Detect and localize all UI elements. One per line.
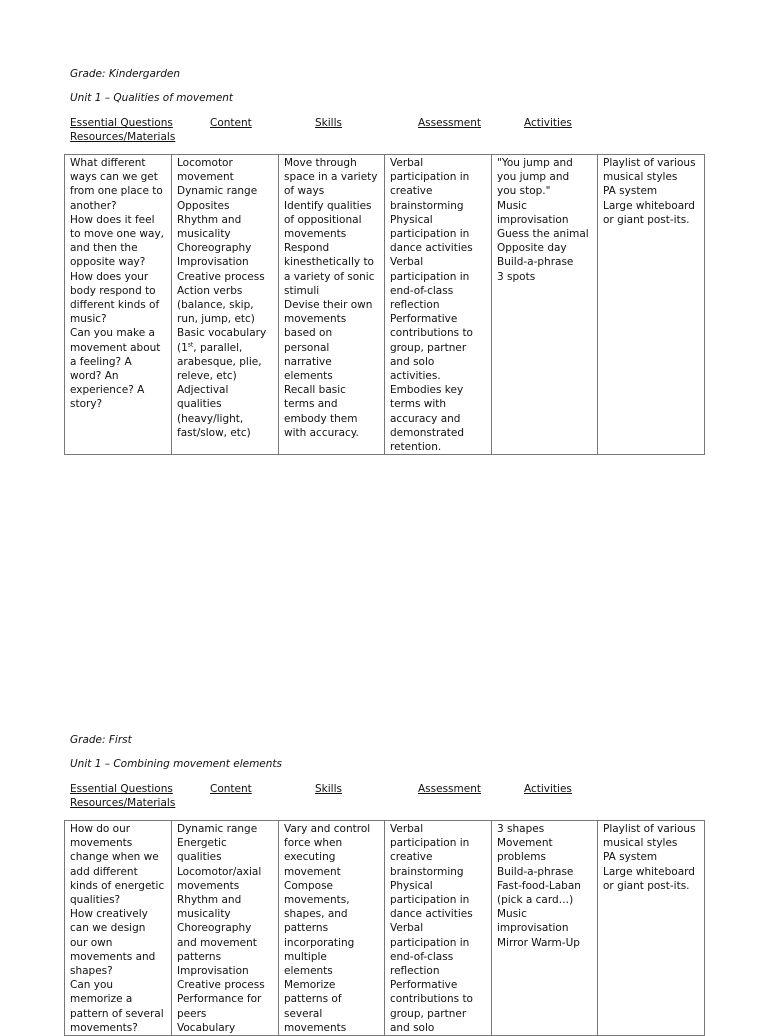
cell-line: contributions to (390, 993, 473, 1006)
cell-line: can we design (70, 922, 146, 935)
cell-line: movements (177, 879, 240, 892)
cell-line: Memorize (284, 979, 336, 992)
cell-line: and then the (70, 242, 138, 255)
cell-line: Large whiteboard (603, 199, 695, 212)
cell-line: Move through (284, 157, 357, 169)
cell-line: elements (284, 965, 333, 978)
cell-line: Playlist of various (603, 157, 696, 169)
unit-heading: Unit 1 – Qualities of movement (70, 92, 234, 104)
cell-line: Performative (390, 313, 458, 326)
cell-line: and solo (390, 1021, 435, 1034)
header-activities: Activities (524, 117, 572, 129)
cell-line: change when we (70, 851, 159, 864)
cell-line: and movement (177, 936, 257, 949)
cell-line: qualities (177, 851, 222, 864)
cell-line: participation in (390, 936, 470, 949)
cell-line: (balance, skip, (177, 299, 254, 312)
cell-line: word? An (70, 370, 119, 383)
cell-line: movements? (70, 1021, 138, 1034)
cell-line: What different (70, 157, 146, 169)
cell-line: dance activities (390, 908, 473, 921)
skills-cell (279, 155, 385, 455)
cell-line: Performance for (177, 993, 262, 1006)
cell-line: or giant post-its. (603, 213, 690, 226)
cell-line: (pick a card…) (497, 894, 574, 907)
cell-line: Physical (390, 213, 433, 226)
cell-line: Basic vocabulary (177, 327, 267, 340)
cell-line: Can you make a (70, 327, 155, 340)
cell-line: Devise their own (284, 299, 373, 312)
cell-line: participation in (390, 270, 470, 283)
cell-line: patterns (177, 950, 222, 963)
cell-line: our own (70, 936, 113, 949)
cell-line: a feeling? A (70, 355, 132, 368)
cell-line: personal (284, 341, 330, 354)
cell-line: musical styles (603, 837, 678, 850)
resources-cell (598, 155, 705, 455)
cell-line: reflection (390, 965, 440, 978)
cell-line: PA system (603, 185, 658, 198)
cell-line: Opposites (177, 199, 230, 212)
cell-line: Choreography (177, 922, 252, 935)
cell-line: shapes, and (284, 908, 348, 921)
cell-line: Energetic (177, 837, 227, 850)
cell-line: PA system (603, 851, 658, 864)
cell-line: Build-a-phrase (497, 865, 574, 878)
cell-line: Vary and control (284, 823, 371, 835)
cell-line: based on (284, 327, 333, 340)
cell-line: run, jump, etc) (177, 313, 255, 326)
questions-cell (65, 821, 172, 1036)
cell-line: Rhythm and (177, 894, 242, 907)
table-row (65, 821, 705, 1036)
cell-line: movements (284, 313, 347, 326)
header-essential-questions: Essential Questions (70, 117, 173, 129)
cell-line: you jump and (497, 171, 570, 184)
cell-line: pattern of several (70, 1007, 164, 1020)
cell-line: Mirror Warm-Up (497, 936, 580, 949)
cell-line: movements (70, 837, 133, 850)
table-row (65, 155, 705, 455)
cell-line: brainstorming (390, 865, 464, 878)
cell-line: 3 shapes (497, 823, 545, 835)
cell-line: Fast-food-Laban (497, 879, 581, 892)
cell-line: How does your (70, 270, 149, 283)
cell-line: space in a variety (284, 171, 378, 184)
cell-line: to move one way, (70, 228, 164, 241)
header-skills: Skills (315, 783, 342, 795)
cell-line: brainstorming (390, 199, 464, 212)
header-assessment: Assessment (418, 783, 481, 795)
cell-line: Locomotor/axial (177, 865, 262, 878)
grade-heading: Grade: Kindergarden (70, 68, 180, 80)
cell-line: kinds of energetic (70, 879, 165, 892)
curriculum-table (64, 154, 705, 455)
cell-line: movements and (70, 950, 156, 963)
cell-line: Improvisation (177, 965, 249, 978)
cell-line: Playlist of various (603, 823, 696, 835)
cell-line: Improvisation (177, 256, 249, 269)
cell-line: arabesque, plie, (177, 355, 262, 368)
cell-line: musical styles (603, 171, 678, 184)
cell-line: add different (70, 865, 138, 878)
cell-line: multiple (284, 950, 327, 963)
cell-line: participation in (390, 171, 470, 184)
cell-line: Music (497, 908, 527, 921)
cell-line: (heavy/light, (177, 412, 244, 425)
cell-line: accuracy and (390, 412, 461, 425)
cell-line: How does it feel (70, 213, 155, 226)
grade-heading: Grade: First (70, 734, 132, 746)
cell-line: How do our (70, 823, 131, 835)
assessment-cell (385, 821, 492, 1036)
cell-line: body respond to (70, 284, 156, 297)
cell-line: of ways (284, 185, 325, 198)
assessment-cell (385, 155, 492, 455)
cell-line: terms and (284, 398, 338, 411)
cell-line: Recall basic (284, 384, 346, 397)
cell-line: from one place to (70, 185, 163, 198)
cell-line: end-of-class (390, 284, 454, 297)
cell-line: another? (70, 199, 117, 212)
cell-line: fast/slow, etc) (177, 426, 251, 439)
content-cell (172, 821, 279, 1036)
cell-line: memorize a (70, 993, 133, 1006)
cell-line: participation in (390, 228, 470, 241)
cell-line: Opposite day (497, 242, 567, 255)
cell-line: experience? A (70, 384, 145, 397)
curriculum-table (64, 820, 705, 1036)
cell-line: patterns (284, 922, 329, 935)
cell-line: Music (497, 199, 527, 212)
resources-cell (598, 821, 705, 1036)
cell-line: Can you (70, 979, 114, 992)
cell-line: executing (284, 851, 336, 864)
cell-line: creative (390, 185, 433, 198)
cell-line: movement (177, 171, 234, 184)
header-assessment: Assessment (418, 117, 481, 129)
cell-line: stimuli (284, 284, 320, 297)
cell-line: incorporating (284, 936, 355, 949)
cell-line: "You jump and (497, 157, 573, 169)
cell-line: improvisation (497, 213, 569, 226)
cell-line: of oppositional (284, 213, 362, 226)
cell-line: Adjectival (177, 384, 229, 397)
cell-line: Dynamic range (177, 185, 258, 198)
cell-line: Dynamic range (177, 823, 258, 835)
cell-line: dance activities (390, 242, 473, 255)
cell-line: retention. (390, 441, 442, 454)
cell-line: Movement (497, 837, 553, 850)
cell-line: group, partner (390, 341, 467, 354)
cell-line: Verbal (390, 256, 424, 269)
header-resources: Resources/Materials (70, 797, 176, 809)
cell-line: embody them (284, 412, 358, 425)
cell-line: qualities? (70, 894, 121, 907)
cell-line: Locomotor (177, 157, 233, 169)
cell-line: movements (284, 1021, 347, 1034)
cell-line: movement about (70, 341, 161, 354)
cell-line: Identify qualities (284, 199, 372, 212)
header-skills: Skills (315, 117, 342, 129)
cell-line: participation in (390, 837, 470, 850)
cell-line: movements (284, 228, 347, 241)
header-essential-questions: Essential Questions (70, 783, 173, 795)
cell-line: narrative (284, 355, 332, 368)
cell-line: problems (497, 851, 546, 864)
cell-line: improvisation (497, 922, 569, 935)
cell-line: Performative (390, 979, 458, 992)
cell-line: patterns of (284, 993, 342, 1006)
cell-line: Action verbs (177, 284, 243, 297)
cell-line: a variety of sonic (284, 270, 375, 283)
cell-line: Large whiteboard (603, 865, 695, 878)
unit-heading: Unit 1 – Combining movement elements (70, 758, 283, 770)
cell-line: you stop." (497, 185, 551, 198)
cell-line: Rhythm and (177, 213, 242, 226)
header-activities: Activities (524, 783, 572, 795)
cell-line: (1st, parallel, (177, 341, 243, 354)
cell-line: with accuracy. (284, 426, 359, 439)
cell-line: releve, etc) (177, 370, 237, 383)
cell-line: music? (70, 313, 107, 326)
cell-line: Compose (284, 879, 334, 892)
header-content: Content (210, 117, 252, 129)
skills-cell (279, 821, 385, 1036)
cell-line: story? (70, 398, 103, 411)
cell-line: Physical (390, 879, 433, 892)
cell-line: contributions to (390, 327, 473, 340)
cell-line: Guess the animal (497, 228, 589, 241)
content-cell (172, 155, 279, 455)
cell-line: force when (284, 837, 343, 850)
cell-line: kinesthetically to (284, 256, 374, 269)
cell-line: peers (177, 1007, 207, 1020)
questions-cell (65, 155, 172, 455)
cell-line: shapes? (70, 965, 113, 978)
cell-line: movements, (284, 894, 350, 907)
cell-line: 3 spots (497, 270, 536, 283)
cell-line: musicality (177, 228, 231, 241)
cell-line: participation in (390, 894, 470, 907)
cell-line: group, partner (390, 1007, 467, 1020)
activities-cell (492, 155, 598, 455)
cell-line: opposite way? (70, 256, 146, 269)
cell-line: and solo (390, 355, 435, 368)
cell-line: Respond (284, 242, 330, 255)
cell-line: demonstrated (390, 426, 465, 439)
cell-line: Verbal (390, 157, 424, 169)
cell-line: qualities (177, 398, 222, 411)
cell-line: reflection (390, 299, 440, 312)
cell-line: Vocabulary (177, 1021, 236, 1034)
cell-line: movement (284, 865, 341, 878)
cell-line: musicality (177, 908, 231, 921)
cell-line: ways can we get (70, 171, 158, 184)
cell-line: terms with (390, 398, 447, 411)
cell-line: Choreography (177, 242, 252, 255)
cell-line: Verbal (390, 922, 424, 935)
cell-line: Verbal (390, 823, 424, 835)
header-content: Content (210, 783, 252, 795)
cell-line: or giant post-its. (603, 879, 690, 892)
cell-line: Build-a-phrase (497, 256, 574, 269)
cell-line: activities. (390, 370, 441, 383)
cell-line: How creatively (70, 908, 148, 921)
cell-line: end-of-class (390, 950, 454, 963)
cell-line: elements (284, 370, 333, 383)
cell-line: creative (390, 851, 433, 864)
activities-cell (492, 821, 598, 1036)
cell-line: several (284, 1007, 323, 1020)
cell-line: Embodies key (390, 384, 464, 397)
cell-line: Creative process (177, 270, 265, 283)
cell-line: different kinds of (70, 299, 160, 312)
header-resources: Resources/Materials (70, 131, 176, 143)
cell-line: Creative process (177, 979, 265, 992)
